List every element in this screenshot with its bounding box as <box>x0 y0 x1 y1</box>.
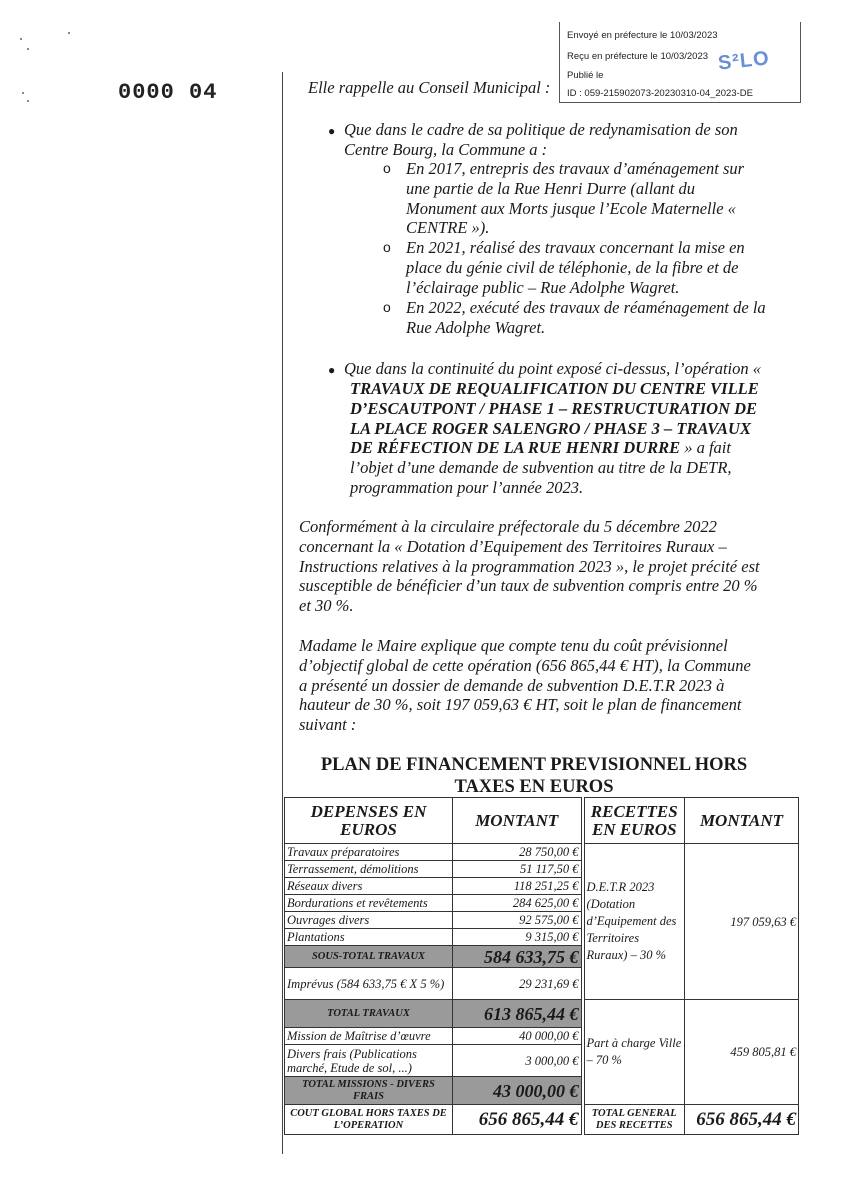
mission-label: Mission de Maîtrise d’œuvre <box>285 1028 453 1045</box>
header-recettes: RECETTES EN EUROS <box>583 798 685 844</box>
subtotal-amount: 584 633,75 € <box>453 946 583 968</box>
mission-amount: 40 000,00 € <box>453 1028 583 1045</box>
total-recettes-label: TOTAL GENERAL DES RECETTES <box>583 1105 685 1135</box>
bullet1-sub1: En 2017, entrepris des travaux d’aménagement sur une partie de la Rue Henri Durre (allant du Monument aux Morts jusque l’Ecole Maternelle « CENTRE »). <box>406 159 745 238</box>
imprevus-amount: 29 231,69 € <box>453 968 583 1000</box>
scan-speck <box>20 38 22 40</box>
stamp-signature: S²LO <box>716 47 771 75</box>
margin-rule <box>282 72 283 1154</box>
bullet2-text: Que dans la continuité du point exposé ci-dessus, l’opération « <box>344 359 762 378</box>
expense-amount: 28 750,00 € <box>453 844 583 861</box>
stamp-received: Reçu en préfecture le 10/03/2023 <box>567 51 709 62</box>
circle-bullet: o <box>383 299 391 315</box>
bullet1-text: Que dans le cadre de sa politique de redynamisation de son Centre Bourg, la Commune a : <box>344 120 738 159</box>
stamp-id: ID : 059-215902073-20230310-04_2023-DE <box>567 88 753 99</box>
bullet2-rest: l’objet d’une demande de subvention au titre de la DETR, programmation pour l’année 2023. <box>350 458 732 497</box>
page-number: 0000 04 <box>118 80 218 105</box>
stamp-published: Publié le <box>567 70 604 81</box>
expense-amount: 51 117,50 € <box>453 861 583 878</box>
bullet-dot: ● <box>328 124 336 138</box>
table-row <box>285 844 799 861</box>
bullet2-operation-title: TRAVAUX DE REQUALIFICATION DU CENTRE VILLE D’ESCAUTPONT / PHASE 1 – RESTRUCTURATION DE LA PLACE ROGER SALENGRO / PHASE 3 – TRAVAUX DE RÉFECTION DE LA RUE HENRI DURRE » a fait <box>350 379 759 458</box>
bullet-dot: ● <box>328 363 336 377</box>
circle-bullet: o <box>383 160 391 176</box>
expense-label: Travaux préparatoires <box>285 844 453 861</box>
plan-title: PLAN DE FINANCEMENT PREVISIONNEL HORS TAXES EN EUROS <box>320 755 748 797</box>
prefecture-stamp <box>559 22 801 103</box>
header-depenses: DEPENSES EN EUROS <box>285 798 453 844</box>
expense-amount: 284 625,00 € <box>453 895 583 912</box>
total-travaux-amount: 613 865,44 € <box>453 1000 583 1028</box>
expense-label: Ouvrages divers <box>285 912 453 929</box>
expense-label: Plantations <box>285 929 453 946</box>
bullet1-sub3: En 2022, exécuté des travaux de réaménagement de la Rue Adolphe Wagret. <box>406 298 766 337</box>
grand-total-row <box>285 1105 799 1135</box>
scan-speck <box>27 100 29 102</box>
scan-speck <box>22 92 24 94</box>
total-missions-amount: 43 000,00 € <box>453 1077 583 1105</box>
header-montant-recettes: MONTANT <box>685 798 799 844</box>
scan-speck <box>27 48 29 50</box>
scan-speck <box>68 32 70 34</box>
total-missions-label: TOTAL MISSIONS - DIVERS FRAIS <box>285 1077 453 1105</box>
cout-global-amount: 656 865,44 € <box>453 1105 583 1135</box>
cout-global-label: COUT GLOBAL HORS TAXES DE L’OPERATION <box>285 1105 453 1135</box>
paragraph-circulaire: Conformément à la circulaire préfectorale du 5 décembre 2022 concernant la « Dotation d’Equipement des Territoires Ruraux – Instructions relatives à la programmation 2023 », le projet précité est susceptible de bénéficier d’un taux de subvention compris entre 20 % et 30 %. <box>299 517 760 616</box>
recette-detr-label: D.E.T.R 2023 (Dotation d’Equipement des Territoires Ruraux) – 30 % <box>583 844 685 1000</box>
imprevus-label: Imprévus (584 633,75 € X 5 %) <box>285 968 453 1000</box>
recette-ville-label: Part à charge Ville – 70 % <box>583 1000 685 1105</box>
stamp-sent: Envoyé en préfecture le 10/03/2023 <box>567 30 718 41</box>
financing-table <box>284 797 799 1135</box>
total-travaux-row <box>285 1000 799 1028</box>
divers-label: Divers frais (Publications marché, Etude de sol, ...) <box>285 1045 453 1077</box>
intro-text: Elle rappelle au Conseil Municipal : <box>308 78 551 97</box>
expense-amount: 9 315,00 € <box>453 929 583 946</box>
expense-amount: 118 251,25 € <box>453 878 583 895</box>
recette-detr-amount: 197 059,63 € <box>685 844 799 1000</box>
subtotal-label: SOUS-TOTAL TRAVAUX <box>285 946 453 968</box>
bullet1-sub2: En 2021, réalisé des travaux concernant la mise en place du génie civil de téléphonie, de la fibre et de l’éclairage public – Rue Adolphe Wagret. <box>406 238 745 297</box>
circle-bullet: o <box>383 239 391 255</box>
paragraph-maire: Madame le Maire explique que compte tenu du coût prévisionnel d’objectif global de cette opération (656 865,44 € HT), la Commune a présenté un dossier de demande de subvention D.E.T.R 2023 à hauteur de 30 %, soit 197 059,63 € HT, soit le plan de financement suivant : <box>299 636 751 735</box>
total-travaux-label: TOTAL TRAVAUX <box>285 1000 453 1028</box>
expense-label: Terrassement, démolitions <box>285 861 453 878</box>
expense-amount: 92 575,00 € <box>453 912 583 929</box>
table-header-row <box>285 798 799 844</box>
divers-amount: 3 000,00 € <box>453 1045 583 1077</box>
expense-label: Bordurations et revêtements <box>285 895 453 912</box>
recette-ville-amount: 459 805,81 € <box>685 1000 799 1105</box>
header-montant-depenses: MONTANT <box>453 798 583 844</box>
expense-label: Réseaux divers <box>285 878 453 895</box>
total-recettes-amount: 656 865,44 € <box>685 1105 799 1135</box>
